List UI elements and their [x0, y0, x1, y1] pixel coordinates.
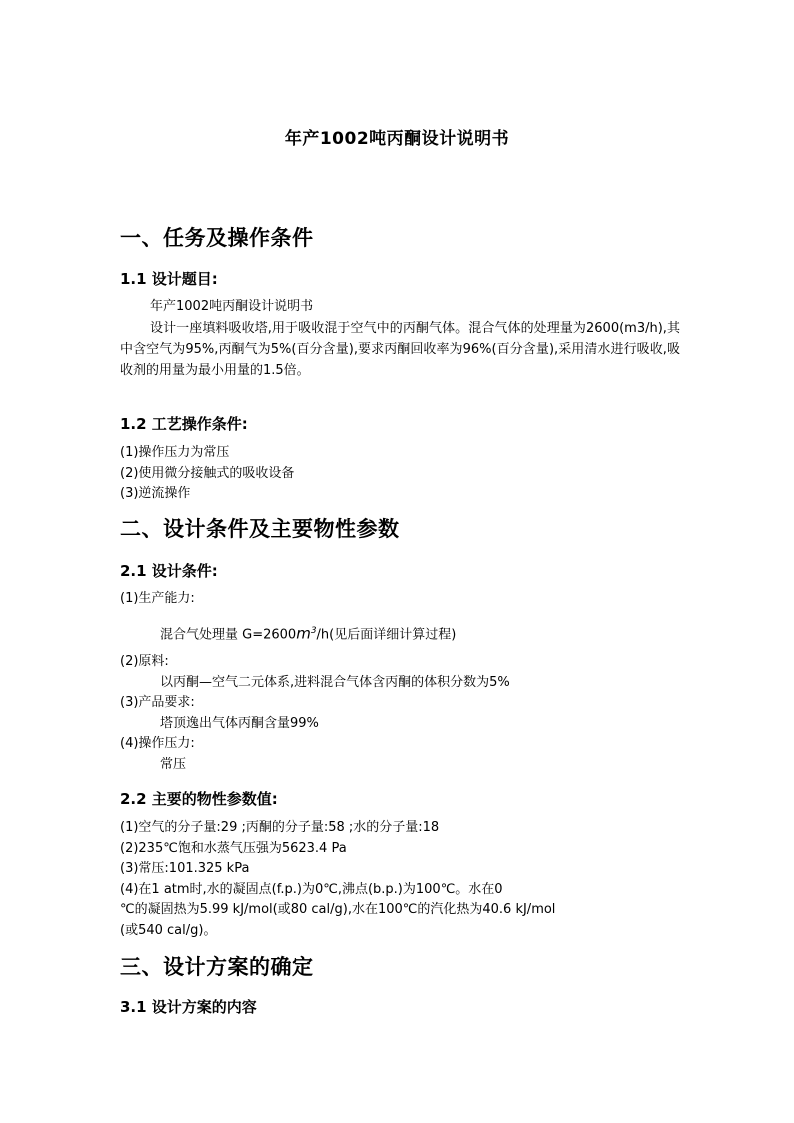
- section-3-1-heading: 3.1 设计方案的内容: [120, 998, 257, 1016]
- section-1-1-heading: 1.1 设计题目:: [120, 270, 218, 288]
- list-item-continuation: (或540 cal/g)。: [120, 922, 217, 938]
- unit-exponent: 3: [310, 626, 317, 636]
- list-item: (4)在1 atm时,水的凝固点(f.p.)为0℃,沸点(b.p.)为100℃。水在0: [120, 881, 503, 897]
- section-2-1-heading: 2.1 设计条件:: [120, 562, 218, 580]
- list-item: (3)常压:101.325 kPa: [120, 861, 250, 876]
- list-item: (1)空气的分子量:29 ;丙酮的分子量:58 ;水的分子量:18: [120, 820, 440, 835]
- design-topic-paragraph: 设计一座填料吸收塔,用于吸收混于空气中的丙酮气体。混合气体的处理量为2600(m3/h),其中含空气为95%,丙酮气为5%(百分含量),要求丙酮回收率为96%(百分含量),采用清水进行吸收,吸收剂的用量为最小用量的1.5倍。: [120, 321, 680, 378]
- list-item: (2)235℃饱和水蒸气压强为5623.4 Pa: [120, 840, 347, 856]
- section-1-2-heading: 1.2 工艺操作条件:: [120, 415, 248, 433]
- capacity-value: 混合气处理量 G=2600: [160, 627, 297, 643]
- product-requirement-item: (3)产品要求:: [120, 695, 195, 710]
- list-item: (3)逆流操作: [120, 486, 191, 501]
- operating-conditions-list: [120, 443, 294, 505]
- document-title: 年产1002吨丙酮设计说明书: [284, 129, 510, 149]
- operating-pressure-detail: 常压: [160, 757, 187, 772]
- design-topic-line: 年产1002吨丙酮设计说明书: [150, 299, 314, 314]
- capacity-detail: [160, 621, 456, 646]
- list-item-continuation: ℃的凝固热为5.99 kJ/mol(或80 cal/g),水在100℃的汽化热为40.6 kJ/mol: [120, 902, 556, 917]
- list-item: (1)操作压力为常压: [120, 445, 230, 460]
- unit-m: m: [296, 624, 311, 643]
- section-2-2-heading: 2.2 主要的物性参数值:: [120, 790, 278, 808]
- physical-parameters-list: [120, 818, 555, 941]
- section-3-heading: 三、设计方案的确定: [120, 955, 314, 979]
- raw-material-item: (2)原料:: [120, 654, 169, 669]
- product-requirement-detail: 塔顶逸出气体丙酮含量99%: [160, 716, 319, 731]
- capacity-note: /h(见后面详细计算过程): [316, 627, 457, 643]
- operating-pressure-item: (4)操作压力:: [120, 736, 195, 751]
- section-2-heading: 二、设计条件及主要物性参数: [120, 517, 400, 541]
- capacity-item: (1)生产能力:: [120, 591, 195, 606]
- section-1-heading: 一、任务及操作条件: [120, 226, 314, 250]
- list-item: (2)使用微分接触式的吸收设备: [120, 465, 295, 481]
- raw-material-detail: 以丙酮—空气二元体系,进料混合气体含丙酮的体积分数为5%: [160, 675, 510, 690]
